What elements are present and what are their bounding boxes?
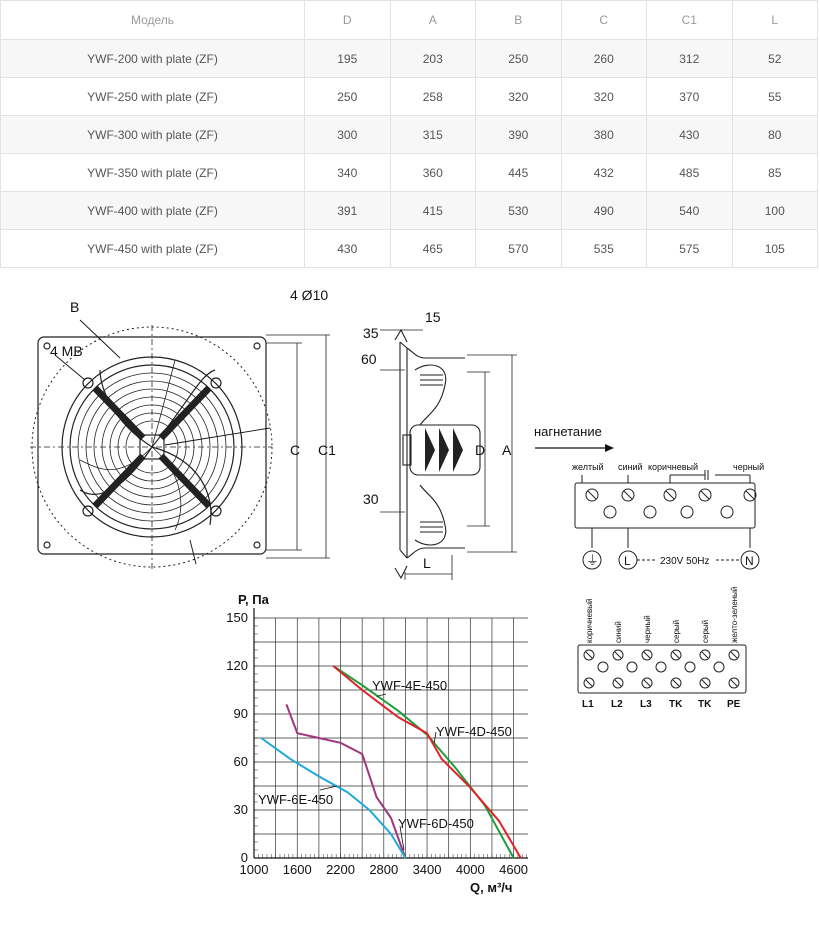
terminal-l3: L3 bbox=[640, 699, 652, 710]
value-cell: 315 bbox=[390, 116, 476, 154]
value-cell: 100 bbox=[732, 192, 818, 230]
side-view-drawing bbox=[355, 300, 525, 590]
side-label-60: 60 bbox=[361, 351, 377, 367]
col-c1: C1 bbox=[647, 1, 733, 40]
x-tick-label: 2800 bbox=[369, 862, 399, 877]
performance-chart bbox=[210, 590, 540, 900]
chart-tick-labels bbox=[226, 610, 528, 877]
value-cell: 203 bbox=[390, 40, 476, 78]
value-cell: 432 bbox=[561, 154, 647, 192]
label-ywf-6d-450: YWF-6D-450 bbox=[398, 816, 474, 831]
value-cell: 258 bbox=[390, 78, 476, 116]
y-tick-label: 60 bbox=[233, 754, 248, 769]
terminal-l1: L1 bbox=[582, 699, 594, 710]
wire-color-brown: коричневый bbox=[648, 462, 699, 472]
value-cell: 530 bbox=[476, 192, 562, 230]
table-row bbox=[1, 78, 818, 116]
leader-line bbox=[320, 786, 337, 790]
value-cell: 415 bbox=[390, 192, 476, 230]
value-cell: 85 bbox=[732, 154, 818, 192]
col-b: B bbox=[476, 1, 562, 40]
y-tick-label: 0 bbox=[240, 850, 248, 865]
col-c: C bbox=[561, 1, 647, 40]
value-cell: 250 bbox=[476, 40, 562, 78]
value-cell: 340 bbox=[305, 154, 391, 192]
value-cell: 380 bbox=[561, 116, 647, 154]
value-cell: 370 bbox=[647, 78, 733, 116]
tp-wire-brown: коричневый bbox=[585, 598, 594, 643]
side-label-15: 15 bbox=[425, 309, 441, 325]
model-cell: YWF-300 with plate (ZF) bbox=[1, 116, 305, 154]
x-tick-label: 4000 bbox=[455, 862, 485, 877]
col-a: A bbox=[390, 1, 476, 40]
tp-wire-blue: синий bbox=[614, 621, 623, 643]
chart-x-label: Q, м³/ч bbox=[470, 880, 513, 895]
table-row bbox=[1, 192, 818, 230]
table-row bbox=[1, 154, 818, 192]
value-cell: 320 bbox=[476, 78, 562, 116]
y-tick-label: 120 bbox=[226, 658, 248, 673]
wire-color-yellow: желтый bbox=[572, 462, 604, 472]
front-label-holes: 4 Ø10 bbox=[290, 287, 329, 303]
value-cell: 575 bbox=[647, 230, 733, 268]
table-header-row bbox=[1, 1, 818, 40]
l-terminal-label: L bbox=[624, 554, 631, 568]
value-cell: 540 bbox=[647, 192, 733, 230]
single-phase-wiring bbox=[530, 420, 790, 580]
model-cell: YWF-200 with plate (ZF) bbox=[1, 40, 305, 78]
tp-wire-green-yellow: желто-зеленый bbox=[730, 586, 739, 643]
front-label-c: C bbox=[290, 442, 301, 458]
terminal-tk-1: TK bbox=[669, 699, 683, 710]
front-view-drawing bbox=[0, 280, 336, 580]
x-tick-label: 1600 bbox=[282, 862, 312, 877]
series-line-ywf-6d-450 bbox=[286, 704, 405, 858]
model-cell: YWF-400 with plate (ZF) bbox=[1, 192, 305, 230]
value-cell: 55 bbox=[732, 78, 818, 116]
airflow-label: нагнетание bbox=[534, 424, 602, 439]
side-label-30: 30 bbox=[363, 491, 379, 507]
side-label-35: 35 bbox=[363, 325, 379, 341]
front-label-b: B bbox=[70, 299, 80, 315]
x-tick-label: 2200 bbox=[326, 862, 355, 877]
n-terminal-label: N bbox=[745, 554, 754, 568]
value-cell: 430 bbox=[305, 230, 391, 268]
wire-color-blue: синий bbox=[618, 462, 643, 472]
label-ywf-4e-450: YWF-4E-450 bbox=[372, 678, 448, 693]
value-cell: 105 bbox=[732, 230, 818, 268]
value-cell: 490 bbox=[561, 192, 647, 230]
table-row bbox=[1, 40, 818, 78]
value-cell: 445 bbox=[476, 154, 562, 192]
col-l: L bbox=[732, 1, 818, 40]
value-cell: 195 bbox=[305, 40, 391, 78]
col-d: D bbox=[305, 1, 391, 40]
model-cell: YWF-350 with plate (ZF) bbox=[1, 154, 305, 192]
x-tick-label: 1000 bbox=[239, 862, 269, 877]
y-tick-label: 90 bbox=[233, 706, 248, 721]
y-tick-label: 30 bbox=[233, 802, 248, 817]
chart-y-label: P, Па bbox=[238, 592, 269, 607]
model-cell: YWF-450 with plate (ZF) bbox=[1, 230, 305, 268]
value-cell: 250 bbox=[305, 78, 391, 116]
leader-line bbox=[377, 694, 386, 696]
terminal-pe: PE bbox=[727, 699, 741, 710]
table-row bbox=[1, 116, 818, 154]
front-label-mb: 4 MB bbox=[50, 343, 83, 359]
x-tick-label: 4600 bbox=[499, 862, 529, 877]
side-label-d: D bbox=[475, 442, 486, 458]
side-label-a: A bbox=[502, 442, 512, 458]
label-ywf-6e-450: YWF-6E-450 bbox=[258, 792, 334, 807]
terminal-l2: L2 bbox=[611, 699, 623, 710]
wire-color-black: черный bbox=[733, 462, 765, 472]
model-cell: YWF-250 with plate (ZF) bbox=[1, 78, 305, 116]
value-cell: 52 bbox=[732, 40, 818, 78]
label-ywf-4d-450: YWF-4D-450 bbox=[436, 724, 512, 739]
value-cell: 260 bbox=[561, 40, 647, 78]
table-row bbox=[1, 230, 818, 268]
airflow-arrow-icon bbox=[605, 444, 614, 452]
y-tick-label: 150 bbox=[226, 610, 248, 625]
x-tick-label: 3400 bbox=[412, 862, 442, 877]
three-phase-wiring bbox=[570, 585, 760, 715]
value-cell: 391 bbox=[305, 192, 391, 230]
value-cell: 570 bbox=[476, 230, 562, 268]
value-cell: 360 bbox=[390, 154, 476, 192]
value-cell: 485 bbox=[647, 154, 733, 192]
value-cell: 312 bbox=[647, 40, 733, 78]
supply-label: 230V 50Hz bbox=[660, 556, 710, 567]
value-cell: 320 bbox=[561, 78, 647, 116]
value-cell: 535 bbox=[561, 230, 647, 268]
ground-symbol-icon: ⏚ bbox=[586, 553, 600, 568]
tp-wire-black: черный bbox=[643, 615, 652, 643]
value-cell: 465 bbox=[390, 230, 476, 268]
value-cell: 430 bbox=[647, 116, 733, 154]
side-label-l: L bbox=[423, 555, 431, 571]
tp-wire-grey-2: серый bbox=[701, 619, 710, 643]
value-cell: 300 bbox=[305, 116, 391, 154]
value-cell: 80 bbox=[732, 116, 818, 154]
col-model: Модель bbox=[1, 1, 305, 40]
value-cell: 390 bbox=[476, 116, 562, 154]
terminal-tk-2: TK bbox=[698, 699, 712, 710]
spec-table bbox=[0, 0, 818, 268]
front-label-c1: C1 bbox=[318, 442, 336, 458]
tp-wire-grey-1: серый bbox=[672, 619, 681, 643]
